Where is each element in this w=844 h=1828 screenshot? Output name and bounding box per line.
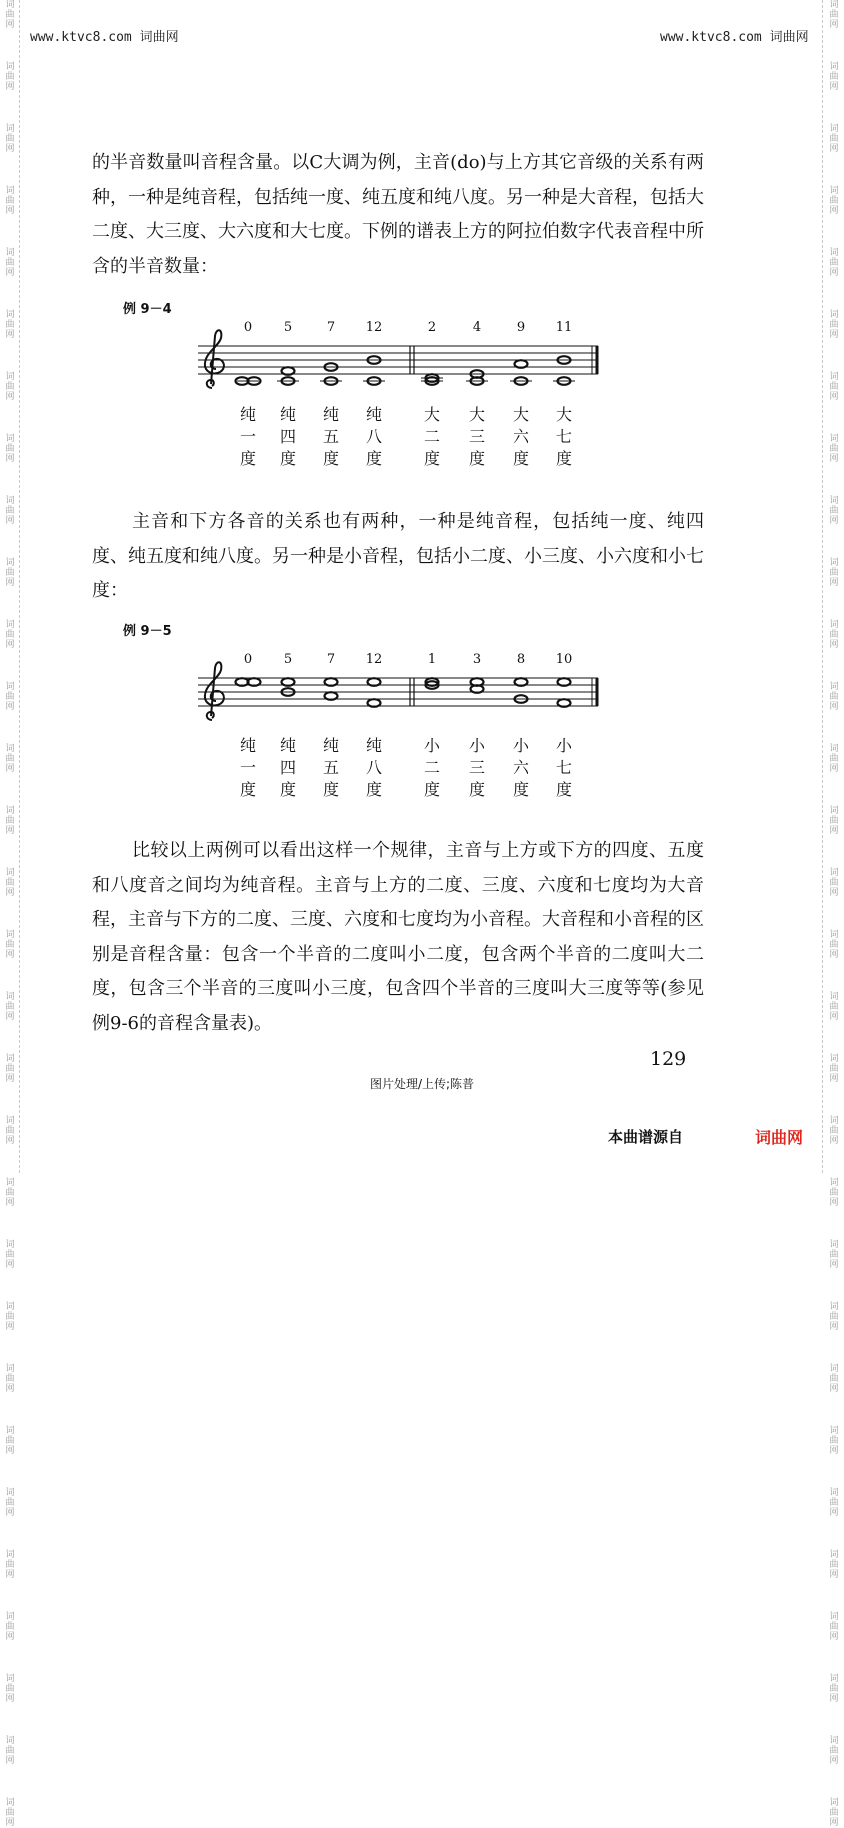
interval-name-char: 五: [322, 427, 339, 446]
side-watermark-glyph: 曲: [5, 1064, 15, 1074]
interval-semitone-count: 4: [472, 320, 482, 335]
side-watermark-glyph: 网: [829, 1198, 839, 1208]
side-watermark-glyph: 曲: [829, 878, 839, 888]
side-watermark-glyph: 网: [829, 206, 839, 216]
side-watermark-glyph: 曲: [5, 10, 15, 20]
side-watermark-glyph: 词: [5, 1426, 15, 1436]
side-watermark-glyph: 词: [829, 434, 839, 444]
side-watermark-glyph: 曲: [5, 1808, 15, 1818]
side-watermark-glyph: 曲: [5, 506, 15, 516]
side-watermark-glyph: 词: [829, 1488, 839, 1498]
side-watermark-glyph: 曲: [5, 444, 15, 454]
interval-name-char: 三: [468, 758, 485, 777]
side-watermark-glyph: 词: [5, 1674, 15, 1684]
interval-names-example-9-4: [198, 404, 598, 470]
interval-semitone-count: 2: [427, 320, 437, 335]
side-watermark-glyph: 网: [5, 330, 15, 340]
side-watermark-glyph: 词: [829, 620, 839, 630]
side-watermark-glyph: 词: [5, 1240, 15, 1250]
source-label: 本曲谱源自: [608, 1128, 684, 1146]
side-watermark-glyph: 网: [829, 1508, 839, 1518]
side-watermark-glyph: 曲: [829, 1002, 839, 1012]
side-watermark-glyph: 词: [5, 868, 15, 878]
watermark-url: www.ktvc8.com: [30, 30, 132, 45]
interval-semitone-count: 12: [365, 320, 383, 335]
source-site: 词曲网: [755, 1128, 804, 1147]
side-watermark-glyph: 网: [5, 1756, 15, 1766]
side-watermark-glyph: 曲: [5, 382, 15, 392]
side-watermark-glyph: 词: [5, 1054, 15, 1064]
side-watermark-glyph: 网: [829, 1384, 839, 1394]
watermark-site: 词曲网: [769, 30, 809, 45]
side-watermark-glyph: 曲: [5, 320, 15, 330]
side-watermark-glyph: 网: [5, 268, 15, 278]
paragraph-3: 比较以上两例可以看出这样一个规律，主音与上方或下方的四度、五度和八度音之间均为纯音程。主音与上方的二度、三度、六度和七度均为大音程，主音与下方的二度、三度、六度和七度均为小音程。大音程和小音程的区别是音程含量：包含一个半音的二度叫小二度，包含两个半音的二度叫大二度，包含三个半音的三度叫小三度，包含四个半音的三度叫大三度等等(参见例9-6的音程含量表)。: [92, 840, 704, 1034]
side-watermark-glyph: 网: [5, 1260, 15, 1270]
side-watermark-glyph: 曲: [829, 754, 839, 764]
side-watermark-glyph: 网: [5, 454, 15, 464]
side-watermark-glyph: 词: [5, 744, 15, 754]
interval-name-char: 度: [555, 780, 572, 799]
side-watermark-glyph: 网: [5, 20, 15, 30]
interval-name-char: 度: [512, 780, 529, 799]
side-watermark-glyph: 曲: [5, 196, 15, 206]
side-watermark-glyph: 词: [829, 930, 839, 940]
side-watermark-glyph: 曲: [829, 134, 839, 144]
side-watermark-glyph: 曲: [5, 1436, 15, 1446]
side-watermark-glyph: 网: [829, 1818, 839, 1828]
side-watermark-glyph: 词: [829, 496, 839, 506]
side-watermark-glyph: 词: [829, 1798, 839, 1808]
side-watermark-glyph: 词: [5, 124, 15, 134]
side-watermark-glyph: 网: [829, 1322, 839, 1332]
side-watermark-glyph: 词: [5, 930, 15, 940]
side-watermark-glyph: 网: [5, 950, 15, 960]
side-watermark-glyph: 网: [5, 1384, 15, 1394]
interval-name-char: 四: [279, 758, 296, 777]
side-watermark-glyph: 网: [5, 516, 15, 526]
side-watermark-glyph: 曲: [5, 1622, 15, 1632]
interval-semitone-count: 7: [326, 652, 336, 667]
side-watermark-glyph: 网: [5, 1818, 15, 1828]
side-watermark-glyph: 曲: [829, 816, 839, 826]
side-watermark-glyph: 网: [829, 454, 839, 464]
interval-name-char: 纯: [322, 736, 339, 755]
side-watermark-glyph: 网: [5, 826, 15, 836]
interval-name-char: 六: [512, 758, 529, 777]
interval-name-char: 小: [512, 736, 529, 755]
side-watermark-glyph: 曲: [829, 692, 839, 702]
side-watermark-glyph: 曲: [829, 1684, 839, 1694]
paragraph-1: 的半音数量叫音程含量。以C大调为例，主音(do)与上方其它音级的关系有两种，一种是纯音程，包括纯一度、纯五度和纯八度。另一种是大音程，包括大二度、大三度、大六度和大七度。下例的谱表上方的阿拉伯数字代表音程中所含的半音数量：: [92, 152, 704, 277]
side-watermark-glyph: 词: [829, 124, 839, 134]
side-watermark-glyph: 曲: [5, 258, 15, 268]
interval-name-char: 大: [468, 405, 485, 424]
side-watermark-glyph: 曲: [5, 568, 15, 578]
interval-name-char: 纯: [279, 405, 296, 424]
side-watermark-glyph: 网: [5, 206, 15, 216]
side-watermark-glyph: 曲: [5, 1002, 15, 1012]
side-watermark-glyph: 词: [829, 1736, 839, 1746]
side-watermark-glyph: 词: [829, 1116, 839, 1126]
interval-name-char: 度: [555, 449, 572, 468]
side-watermark-glyph: 网: [5, 1570, 15, 1580]
interval-name-char: 二: [423, 427, 440, 446]
interval-name-char: 纯: [365, 736, 382, 755]
interval-name-char: 小: [423, 736, 440, 755]
side-watermark-glyph: 词: [5, 372, 15, 382]
side-watermark-glyph: 词: [829, 868, 839, 878]
side-watermark-glyph: 曲: [5, 1746, 15, 1756]
interval-name-char: 度: [239, 780, 256, 799]
side-watermark-glyph: 词: [829, 806, 839, 816]
side-watermark-glyph: 词: [5, 1364, 15, 1374]
side-watermark-glyph: 曲: [829, 1312, 839, 1322]
interval-name-char: 大: [555, 405, 572, 424]
side-watermark-glyph: 词: [5, 1550, 15, 1560]
side-watermark-glyph: 网: [829, 826, 839, 836]
side-watermark-glyph: 曲: [829, 1374, 839, 1384]
side-watermark-glyph: 网: [829, 1074, 839, 1084]
side-watermark-glyph: 网: [829, 1260, 839, 1270]
side-watermark-glyph: 曲: [829, 444, 839, 454]
side-watermark-glyph: 词: [829, 682, 839, 692]
side-watermark-glyph: 曲: [5, 816, 15, 826]
side-watermark-glyph: 词: [5, 1488, 15, 1498]
side-watermark-glyph: 网: [5, 82, 15, 92]
side-watermark-glyph: 网: [829, 1632, 839, 1642]
interval-semitone-count: 11: [555, 320, 573, 335]
side-watermark-glyph: 曲: [5, 1312, 15, 1322]
music-staff-example-9-5: [198, 650, 602, 726]
interval-name-char: 五: [322, 758, 339, 777]
side-watermark-glyph: 词: [829, 372, 839, 382]
side-watermark-glyph: 词: [829, 62, 839, 72]
side-watermark-glyph: 曲: [5, 1250, 15, 1260]
side-watermark-glyph: 词: [5, 992, 15, 1002]
side-watermark-glyph: 网: [5, 1136, 15, 1146]
side-watermark-glyph: 网: [829, 392, 839, 402]
side-watermark-glyph: 曲: [5, 630, 15, 640]
side-watermark-glyph: 网: [5, 764, 15, 774]
side-watermark-glyph: 曲: [5, 72, 15, 82]
side-watermark-glyph: 曲: [829, 1126, 839, 1136]
side-watermark-glyph: 词: [5, 1736, 15, 1746]
side-watermark-glyph: 曲: [5, 1374, 15, 1384]
side-watermark-glyph: 曲: [5, 940, 15, 950]
interval-name-char: 纯: [365, 405, 382, 424]
watermark-site: 词曲网: [139, 30, 179, 45]
side-watermark-glyph: 词: [5, 434, 15, 444]
side-watermark-glyph: 词: [829, 992, 839, 1002]
side-watermark-glyph: 网: [5, 702, 15, 712]
side-watermark-glyph: 网: [829, 1756, 839, 1766]
side-watermark-glyph: 词: [5, 806, 15, 816]
side-watermark-glyph: 曲: [829, 1064, 839, 1074]
side-watermark-glyph: 曲: [829, 72, 839, 82]
example-label-9-4: 例 9－4: [123, 302, 172, 317]
side-watermark-glyph: 网: [829, 516, 839, 526]
side-watermark-glyph: 曲: [829, 320, 839, 330]
side-watermark-glyph: 曲: [5, 1126, 15, 1136]
side-watermark-glyph: 词: [5, 496, 15, 506]
interval-name-char: 二: [423, 758, 440, 777]
side-watermark-glyph: 网: [829, 950, 839, 960]
side-watermark-glyph: 网: [829, 1694, 839, 1704]
side-watermark-glyph: 网: [5, 1694, 15, 1704]
interval-name-char: 度: [423, 780, 440, 799]
interval-name-char: 度: [322, 449, 339, 468]
side-watermark-glyph: 网: [829, 640, 839, 650]
watermark-top-left: [30, 26, 179, 45]
interval-semitone-count: 12: [365, 652, 383, 667]
side-watermark-glyph: 词: [829, 1240, 839, 1250]
side-watermark-glyph: 网: [829, 82, 839, 92]
side-watermark-glyph: 曲: [829, 1622, 839, 1632]
interval-name-char: 度: [239, 449, 256, 468]
side-watermark-glyph: 词: [5, 0, 15, 10]
side-watermark-glyph: 词: [5, 620, 15, 630]
interval-name-char: 六: [512, 427, 529, 446]
interval-name-char: 度: [279, 780, 296, 799]
interval-semitone-count: 5: [283, 652, 293, 667]
side-watermark-glyph: 曲: [5, 692, 15, 702]
side-watermark-glyph: 词: [829, 310, 839, 320]
side-watermark-glyph: 网: [5, 640, 15, 650]
interval-name-char: 四: [279, 427, 296, 446]
interval-semitone-count: 0: [243, 652, 253, 667]
side-watermark-glyph: 网: [5, 1198, 15, 1208]
interval-name-char: 大: [423, 405, 440, 424]
side-watermark-glyph: 曲: [829, 382, 839, 392]
side-watermark-glyph: 曲: [829, 940, 839, 950]
side-watermark-glyph: 曲: [829, 10, 839, 20]
side-watermark-glyph: 网: [5, 392, 15, 402]
side-watermark-glyph: 词: [5, 186, 15, 196]
watermark-top-right: [660, 26, 809, 45]
side-watermark-glyph: 词: [5, 682, 15, 692]
side-watermark-glyph: 曲: [829, 568, 839, 578]
credit-line: 图片处理/上传;陈普: [369, 1077, 475, 1091]
treble-clef-icon: [205, 662, 224, 720]
interval-semitone-count: 3: [472, 652, 482, 667]
side-watermark-glyph: 网: [5, 1632, 15, 1642]
side-watermark-glyph: 词: [829, 558, 839, 568]
side-watermark-right: [827, 0, 841, 1828]
side-watermark-glyph: 曲: [5, 1188, 15, 1198]
interval-name-char: 一: [239, 427, 256, 446]
side-watermark-glyph: 网: [5, 888, 15, 898]
interval-name-char: 度: [279, 449, 296, 468]
side-watermark-glyph: 网: [829, 1446, 839, 1456]
interval-name-char: 小: [468, 736, 485, 755]
side-watermark-glyph: 曲: [829, 1560, 839, 1570]
music-staff-example-9-4: [198, 318, 602, 394]
side-watermark-glyph: 词: [5, 1178, 15, 1188]
interval-name-char: 七: [555, 427, 572, 446]
interval-name-char: 大: [512, 405, 529, 424]
side-watermark-glyph: 曲: [829, 1250, 839, 1260]
side-watermark-left: [3, 0, 17, 1828]
side-watermark-glyph: 词: [829, 248, 839, 258]
side-watermark-glyph: 词: [829, 1674, 839, 1684]
side-watermark-glyph: 词: [829, 0, 839, 10]
side-watermark-glyph: 曲: [5, 878, 15, 888]
side-watermark-glyph: 网: [829, 268, 839, 278]
interval-names-example-9-5: [198, 735, 598, 801]
interval-name-char: 纯: [279, 736, 296, 755]
side-watermark-glyph: 词: [5, 1302, 15, 1312]
side-watermark-glyph: 网: [5, 1508, 15, 1518]
interval-semitone-count: 8: [516, 652, 526, 667]
interval-name-char: 七: [555, 758, 572, 777]
side-watermark-glyph: 曲: [829, 506, 839, 516]
interval-semitone-count: 0: [243, 320, 253, 335]
side-watermark-glyph: 曲: [829, 1436, 839, 1446]
paragraph-2: 主音和下方各音的关系也有两种，一种是纯音程，包括纯一度、纯四度、纯五度和纯八度。另一种是小音程，包括小二度、小三度、小六度和小七度：: [92, 511, 704, 601]
side-watermark-glyph: 词: [829, 744, 839, 754]
interval-name-char: 度: [423, 449, 440, 468]
side-watermark-glyph: 网: [829, 144, 839, 154]
interval-name-char: 度: [512, 449, 529, 468]
interval-semitone-count: 1: [427, 652, 437, 667]
interval-name-char: 度: [468, 780, 485, 799]
side-watermark-glyph: 网: [5, 1322, 15, 1332]
side-watermark-glyph: 曲: [5, 134, 15, 144]
side-watermark-glyph: 曲: [829, 630, 839, 640]
side-watermark-glyph: 曲: [829, 1188, 839, 1198]
side-watermark-glyph: 网: [829, 330, 839, 340]
side-watermark-glyph: 曲: [829, 1498, 839, 1508]
interval-name-char: 小: [555, 736, 572, 755]
side-watermark-glyph: 词: [5, 248, 15, 258]
side-watermark-glyph: 词: [5, 62, 15, 72]
interval-name-char: 八: [365, 758, 382, 777]
interval-name-char: 度: [365, 780, 382, 799]
side-watermark-glyph: 词: [829, 1612, 839, 1622]
side-watermark-glyph: 词: [829, 1302, 839, 1312]
side-watermark-glyph: 网: [829, 888, 839, 898]
side-watermark-glyph: 曲: [5, 1560, 15, 1570]
side-watermark-glyph: 词: [829, 1054, 839, 1064]
side-watermark-glyph: 网: [829, 1012, 839, 1022]
side-watermark-glyph: 词: [829, 1364, 839, 1374]
side-watermark-glyph: 曲: [5, 754, 15, 764]
side-watermark-glyph: 网: [829, 702, 839, 712]
interval-name-char: 一: [239, 758, 256, 777]
side-watermark-glyph: 网: [829, 20, 839, 30]
page-number: 129: [650, 1048, 687, 1070]
side-watermark-glyph: 网: [5, 1446, 15, 1456]
side-watermark-glyph: 词: [5, 310, 15, 320]
interval-name-char: 八: [365, 427, 382, 446]
side-watermark-glyph: 网: [829, 578, 839, 588]
side-watermark-glyph: 词: [5, 1116, 15, 1126]
side-watermark-glyph: 曲: [829, 1746, 839, 1756]
side-watermark-glyph: 词: [5, 1798, 15, 1808]
interval-name-char: 纯: [239, 736, 256, 755]
side-watermark-glyph: 曲: [5, 1498, 15, 1508]
example-label-9-5: 例 9－5: [123, 624, 172, 639]
side-watermark-glyph: 曲: [829, 196, 839, 206]
treble-clef-icon: [205, 330, 224, 388]
side-watermark-glyph: 词: [829, 1426, 839, 1436]
side-watermark-glyph: 词: [5, 558, 15, 568]
interval-name-char: 三: [468, 427, 485, 446]
interval-semitone-count: 10: [555, 652, 573, 667]
side-watermark-glyph: 网: [5, 578, 15, 588]
side-watermark-glyph: 词: [829, 1178, 839, 1188]
side-watermark-glyph: 网: [829, 764, 839, 774]
side-watermark-glyph: 曲: [5, 1684, 15, 1694]
side-watermark-glyph: 网: [829, 1570, 839, 1580]
interval-name-char: 度: [365, 449, 382, 468]
interval-semitone-count: 5: [283, 320, 293, 335]
side-watermark-glyph: 曲: [829, 1808, 839, 1818]
side-watermark-glyph: 网: [829, 1136, 839, 1146]
interval-name-char: 度: [468, 449, 485, 468]
interval-semitone-count: 7: [326, 320, 336, 335]
interval-name-char: 纯: [239, 405, 256, 424]
watermark-url: www.ktvc8.com: [660, 30, 762, 45]
side-watermark-glyph: 曲: [829, 258, 839, 268]
side-watermark-glyph: 词: [829, 186, 839, 196]
side-watermark-glyph: 网: [5, 1074, 15, 1084]
side-watermark-glyph: 网: [5, 144, 15, 154]
side-watermark-glyph: 网: [5, 1012, 15, 1022]
side-watermark-glyph: 词: [829, 1550, 839, 1560]
interval-name-char: 度: [322, 780, 339, 799]
side-watermark-glyph: 词: [5, 1612, 15, 1622]
interval-name-char: 纯: [322, 405, 339, 424]
interval-semitone-count: 9: [516, 320, 526, 335]
